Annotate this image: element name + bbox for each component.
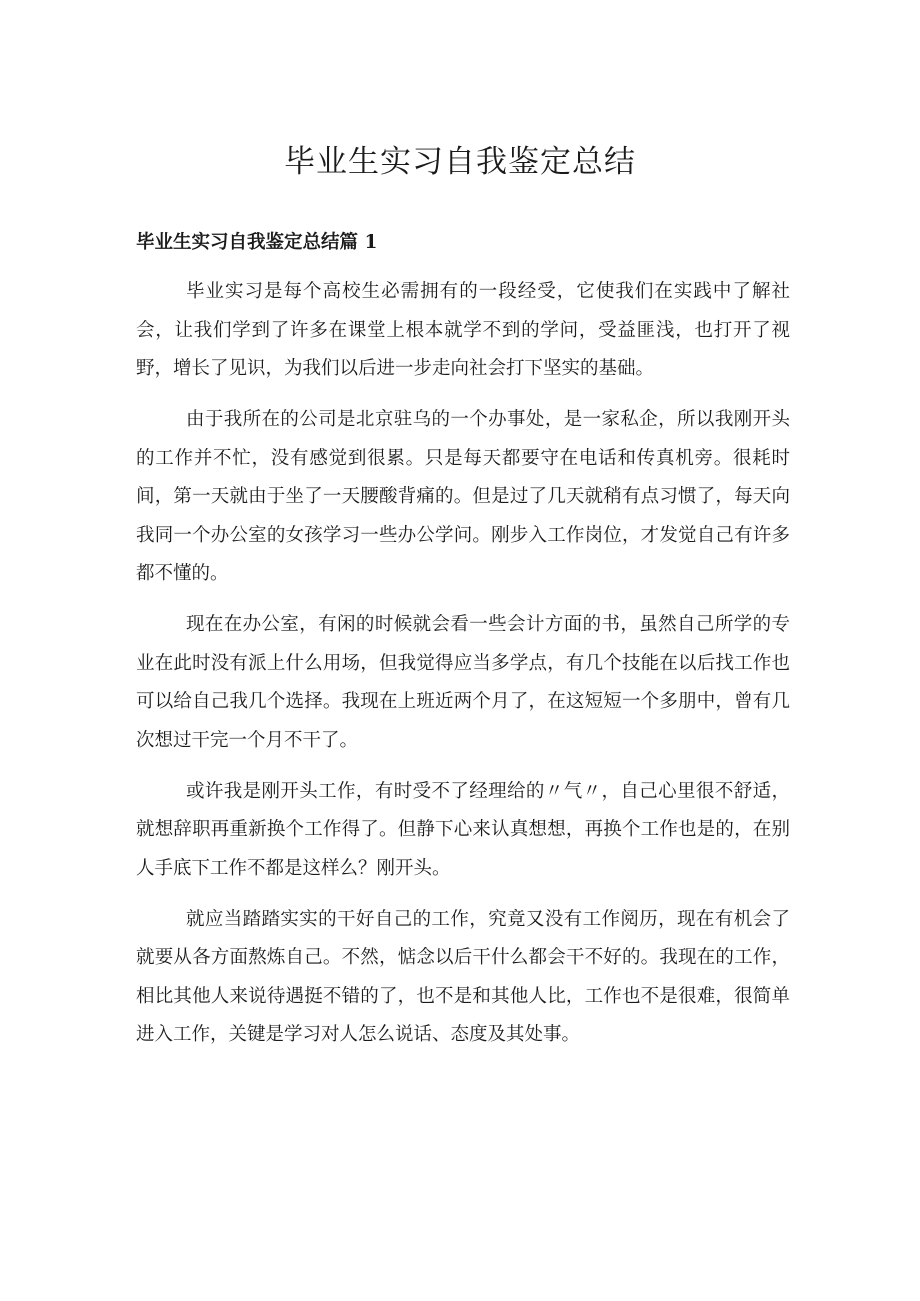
paragraph-4: 或许我是刚开头工作，有时受不了经理给的〃气〃，自己心里很不舒适，就想辞职再重新换个工作得了。但静下心来认真想想，再换个工作也是的，在别人手底下工作不都是这样么？刚开头。 xyxy=(136,780,790,879)
section-heading: 毕业生实习自我鉴定总结篇 1 xyxy=(136,232,378,253)
paragraph-2: 由于我所在的公司是北京驻乌的一个办事处，是一家私企，所以我刚开头的工作并不忙，没有感觉到很累。只是每天都要守在电话和传真机旁。很耗时间，第一天就由于坐了一天腰酸背痛的。但是过了几天就稍有点习惯了，每天向我同一个办公室的女孩学习一些办公学问。刚步入工作岗位，才发觉自己有许多都不懂的。 xyxy=(136,409,790,584)
document-body xyxy=(136,273,790,1067)
paragraph-1: 毕业实习是每个高校生必需拥有的一段经受，它使我们在实践中了解社会，让我们学到了许多在课堂上根本就学不到的学问，受益匪浅，也打开了视野，增长了见识，为我们以后进一步走向社会打下坚实的基础。 xyxy=(136,281,790,379)
document-title: 毕业生实习自我鉴定总结 xyxy=(284,144,636,180)
paragraph-5: 就应当踏踏实实的干好自己的工作，究竟又没有工作阅历，现在有机会了就要从各方面熬炼自己。不然，惦念以后干什么都会干不好的。我现在的工作，相比其他人来说待遇挺不错的了，也不是和其他人比，工作也不是很难，很简单进入工作，关键是学习对人怎么说话、态度及其处事。 xyxy=(136,908,790,1045)
paragraph-3: 现在在办公室，有闲的时候就会看一些会计方面的书，虽然自己所学的专业在此时没有派上什么用场，但我觉得应当多学点，有几个技能在以后找工作也可以给自己我几个选择。我现在上班近两个月了，在这短短一个多朋中，曾有几次想过干完一个月不干了。 xyxy=(136,614,790,751)
